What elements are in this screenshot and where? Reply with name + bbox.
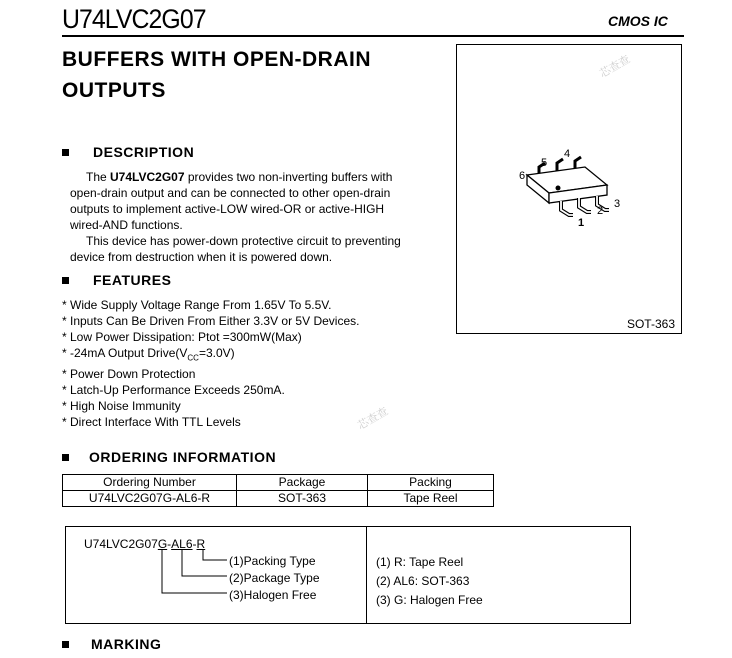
- section-bullet: [62, 149, 69, 156]
- feature-item: * Wide Supply Voltage Range From 1.65V To 5.5V.: [62, 298, 332, 312]
- feature-item: * Low Power Dissipation: Ptot =300mW(Max): [62, 330, 302, 344]
- sot363-package-drawing: [457, 45, 683, 335]
- table-cell: U74LVC2G07G-AL6-R: [63, 491, 237, 507]
- section-bullet: [62, 641, 69, 648]
- code-right-labels: [376, 553, 483, 610]
- code-field-label: (1)Packing Type: [229, 554, 316, 568]
- code-value-label: (2) AL6: SOT-363: [376, 574, 470, 588]
- table-row: [63, 491, 494, 507]
- description-line: device from destruction when it is powered down.: [70, 250, 333, 264]
- marking-heading: MARKING: [62, 636, 161, 652]
- section-bullet: [62, 277, 69, 284]
- feature-item: * -24mA Output $Drive(V_{CC}=3.0V)$: [62, 346, 235, 363]
- feature-item: * Inputs Can Be Driven From Either 3.3V or 5V Devices.: [62, 314, 360, 328]
- ordering-heading: ORDERING INFORMATION: [62, 449, 276, 465]
- pin-label: 3: [614, 198, 621, 210]
- section-bullet: [62, 454, 69, 461]
- feature-item: * Latch-Up Performance Exceeds 250mA.: [62, 383, 285, 398]
- document-title: [62, 44, 371, 106]
- category-label: CMOS IC: [608, 13, 668, 29]
- code-value-label: (1) R: Tape Reel: [376, 555, 464, 569]
- feature-item: * High Noise Immunity: [62, 399, 181, 414]
- description-line: outputs to implement active-LOW wired-OR or active-HIGH: [70, 202, 385, 216]
- package-name: SOT-363: [626, 317, 675, 331]
- pin-label: 2: [597, 205, 604, 217]
- description-line: This device has power-down protective circuit to preventing: [86, 234, 401, 248]
- pin-label: 5: [541, 157, 548, 169]
- column-header: Ordering Number: [63, 475, 237, 491]
- column-header: Package: [237, 475, 368, 491]
- code-field-label: (2)Package Type: [229, 571, 320, 585]
- code-example: U74LVC2G07G-AL6-R: [84, 537, 206, 551]
- title-line-2: OUTPUTS: [62, 79, 166, 102]
- title-line-1: BUFFERS WITH OPEN-DRAIN: [62, 48, 371, 71]
- feature-item: * Power Down Protection: [62, 367, 196, 382]
- description-line: open-drain output and can be connected to other open-drain: [70, 186, 391, 200]
- code-leader-lines: [150, 548, 230, 600]
- watermark: 芯查查: [597, 53, 633, 81]
- description-line: wired-AND functions.: [70, 218, 183, 232]
- code-legend-divider: [366, 526, 367, 624]
- header-rule: [62, 35, 684, 37]
- column-header: Packing: [368, 475, 494, 491]
- pin-label: 4: [564, 148, 571, 160]
- table-cell: Tape Reel: [368, 491, 494, 507]
- watermark: 芯查查: [355, 405, 391, 433]
- description-line: The U74LVC2G07 provides two non-inverting buffers with: [86, 170, 393, 184]
- part-number-title: U74LVC2G07: [62, 4, 206, 34]
- package-figure: [456, 44, 682, 334]
- features-heading: FEATURES: [62, 272, 171, 288]
- pin-label: 1: [578, 217, 585, 229]
- description-heading: DESCRIPTION: [62, 144, 194, 160]
- feature-item: * Direct Interface With TTL Levels: [62, 415, 241, 430]
- table-cell: SOT-363: [237, 491, 368, 507]
- pin-label: 6: [519, 170, 526, 182]
- code-left-labels: [229, 553, 320, 604]
- table-header-row: [63, 475, 494, 491]
- description-body: [70, 169, 450, 265]
- part-number-inline: U74LVC2G07: [110, 170, 185, 184]
- code-field-label: (3)Halogen Free: [229, 588, 317, 602]
- code-value-label: (3) G: Halogen Free: [376, 593, 483, 607]
- ordering-table: [62, 474, 494, 507]
- features-list: [62, 297, 452, 430]
